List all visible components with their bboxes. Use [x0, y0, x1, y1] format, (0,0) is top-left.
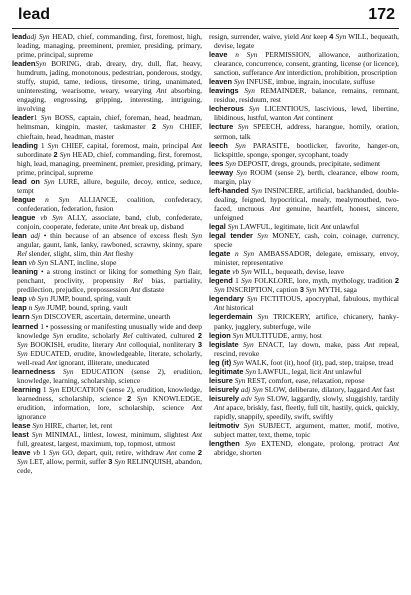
entry-text: apace, briskly, fast, fleetly, full tilt, hastily, quick, quickly, rapidly, snappily, speedily, swift, swiftly	[214, 402, 399, 421]
entry-headword: lengthen	[209, 439, 240, 449]
dictionary-entry	[209, 32, 399, 50]
entry-text: Rel	[122, 330, 133, 340]
entry-text: Ant	[116, 339, 127, 349]
entry-text: Syn	[233, 77, 245, 87]
entry-text: MINIMAL, littlest, lowest, minimum, slightest	[42, 430, 192, 440]
entry-text: Syn	[17, 339, 28, 349]
dictionary-entry	[209, 168, 399, 186]
entry-text: Syn	[237, 122, 249, 132]
entry-text: Syn	[235, 140, 246, 150]
entry-text: Syn	[47, 140, 59, 150]
entry-text: DISCOVER, ascertain, determine, unearth	[42, 312, 171, 322]
entry-text: Syn	[251, 185, 262, 195]
entry-text: unlawful	[333, 366, 362, 376]
entry-text: Syn	[48, 448, 60, 458]
entry-headword: league	[12, 212, 36, 222]
entry-text: Syn	[43, 176, 55, 186]
left-column	[12, 32, 202, 475]
entry-text: PERMISSION, allowance, authorization, clearance, concurrence, consent, granting, license (or licence), sanction, sufferance	[214, 50, 399, 78]
dictionary-entry	[12, 385, 202, 421]
entry-text: Syn	[31, 312, 43, 322]
entry-headword: lease	[12, 421, 31, 431]
entry-text: adj Syn	[26, 32, 50, 41]
entry-text: cultivated, cultured	[132, 330, 198, 340]
entry-text: KNOWLEDGE, erudition, information, lore, scholarship, science	[17, 393, 202, 412]
dictionary-entry	[209, 86, 399, 104]
entry-text: RELINQUISH, abandon, cede,	[17, 457, 202, 476]
entry-text: SUBJECT, argument, matter, motif, motive, subject matter, text, theme, topic	[214, 421, 399, 440]
entry-text: INSINCERE, artificial, backhanded, double-dealing, feigned, hypocritical, mealy, mealymouthed, two-faced, unctuous	[214, 185, 399, 213]
entry-headword: leap	[12, 294, 27, 304]
entry-text: Ant	[156, 86, 167, 96]
entry-headword: legal tender	[209, 231, 253, 241]
entry-text: DEPOSIT, dregs, grounds, precipitate, sediment	[235, 158, 381, 168]
entry-text: Ant	[191, 402, 202, 412]
entry-text: 2	[197, 330, 202, 340]
entry-text: 2	[151, 122, 157, 132]
dictionary-entry	[209, 394, 399, 421]
entry-text: Syn	[59, 149, 71, 159]
entry-headword: lead	[12, 32, 27, 41]
dictionary-entry	[12, 213, 202, 231]
entry-text: CHIEF, capital, foremost, main, principal	[58, 140, 192, 150]
entry-headword: lean	[12, 258, 27, 268]
entry-text: absorbing, engaging, engrossing, gripping, interesting, intriguing, involving	[17, 86, 202, 114]
entry-text: Syn	[243, 339, 254, 349]
dictionary-entry	[209, 231, 399, 249]
entry-text: LET, allow, permit, suffer	[27, 457, 109, 467]
entry-headword: legion	[209, 330, 231, 340]
entry-headword: lecherous	[209, 104, 244, 114]
entry-text: • thin because of an absence of excess flesh	[40, 231, 192, 241]
entry-headword: lean	[12, 231, 27, 241]
entry-text: Syn	[232, 330, 244, 340]
entry-text: erudite, scholarly	[63, 330, 123, 340]
entry-text: Ant	[371, 384, 382, 394]
entry-text: 2	[53, 149, 58, 159]
entry-text: BOOKISH, erudite, literary	[27, 339, 117, 349]
entry-text: full, greatest, largest, maximum, top, topmost, utmost	[17, 439, 176, 449]
entry-text: EDUCATION (sense 2), erudition, knowledge, learning, scholarship, science	[17, 366, 202, 385]
entry-text: Syn	[17, 457, 28, 467]
entry-text: distaste	[140, 285, 165, 295]
entry-text: 1	[232, 276, 242, 286]
entry-text: ALLY, associate, band, club, confederate, conjoin, cooperate, federate, unite	[17, 212, 202, 231]
entry-text: adj Syn	[240, 384, 263, 394]
entry-text: Syn	[214, 285, 225, 295]
entry-text: EDUCATION (sense 2), erudition, knowledge, learnedness, scholarship, science	[17, 384, 202, 403]
entry-text: break up, disband	[129, 221, 184, 231]
entry-headword: legerdemain	[209, 312, 253, 322]
entry-text: MONEY, cash, coin, coinage, currency, specie	[214, 231, 400, 250]
entry-headword: legate	[209, 249, 231, 259]
entry-text: TRICKERY, artifice, chicanery, hanky-panky, jugglery, subterfuge, wile	[214, 312, 400, 331]
entry-text: Ant	[274, 68, 286, 78]
entry-headword: leavings	[209, 86, 239, 96]
entry-text: PARASITE, bootlicker, favorite, hanger-on, lickspittle, sponge, sponger, sycophant, toady	[214, 140, 399, 159]
entry-text: Syn	[35, 59, 47, 69]
entry-headword: learnedness	[12, 366, 56, 376]
entry-headword: legitimate	[209, 366, 244, 376]
entry-text	[55, 367, 63, 376]
entry-text: Syn	[241, 276, 252, 286]
entry-text: EDUCATED, erudite, knowledgeable, literate, scholarly, well-read	[17, 348, 202, 367]
entry-text: Ant	[388, 439, 399, 449]
entry-headword: lees	[209, 158, 224, 168]
entry-text: Ant	[214, 303, 225, 313]
dictionary-entry	[12, 312, 202, 321]
entry-headword: league	[12, 194, 36, 204]
entry-text: MYTH, saga	[316, 285, 357, 295]
entry-headword: leap	[12, 303, 27, 313]
dictionary-entry	[12, 430, 202, 448]
entry-text: abridge, shorten	[214, 448, 262, 458]
entry-text: Syn	[136, 393, 148, 403]
dictionary-entry	[209, 159, 399, 168]
entry-text: Ant	[130, 285, 141, 295]
entry-text: Syn	[233, 357, 244, 367]
entry-text: LICENTIOUS, lascivious, lewd, libertine, libidinous, lustful, wanton	[214, 104, 399, 123]
dictionary-entry	[12, 195, 202, 213]
entry-text: BORING, drab, dreary, dry, dull, flat, heavy, humdrum, jading, monotonous, pedestrian, ponderous, stodgy, stuffy, stupid, tame, tedious, tiresome, tiring, unanimated, uninteresting, wearisome, weary, wearying	[17, 59, 202, 96]
dictionary-entry	[209, 331, 399, 340]
entry-text: Syn	[52, 330, 64, 340]
entry-headword: leaden	[12, 59, 36, 69]
entry-text: Syn	[248, 104, 260, 114]
entry-text: genuine, heartfelt, honest, sincere, unfeigned	[214, 203, 399, 222]
entry-text: ignorance	[17, 411, 47, 421]
entry-text: Syn	[225, 158, 236, 168]
entry-text	[35, 195, 45, 204]
entry-headword: leg (it)	[209, 357, 232, 367]
entry-text: Ant	[364, 339, 375, 349]
entry-columns	[12, 32, 399, 475]
entry-text: n Syn	[235, 249, 255, 259]
entry-text: Ant	[46, 357, 58, 367]
entry-text: REMAINDER, balance, remains, remnant, residue, residuum, rest	[214, 86, 399, 105]
entry-text: • a strong instinct or liking for something	[37, 267, 175, 277]
entry-headword: least	[12, 430, 29, 440]
entry-text: Syn	[234, 375, 246, 385]
entry-text: bias, partiality, predilection, prejudice, prepossession	[17, 276, 202, 295]
entry-text: vb Syn	[28, 258, 49, 268]
entry-text: unlawful	[330, 221, 360, 231]
entry-text: BOSS, captain, chief, foreman, head, headman, helmsman, kingpin, master, taskmaster	[17, 113, 202, 132]
entry-text: Syn	[174, 267, 186, 277]
entry-text: Syn	[246, 294, 258, 304]
entry-text: vb Syn	[28, 294, 49, 304]
entry-text: FOLKLORE, lore, myth, mythology, tradition	[251, 276, 395, 286]
entry-headword: leech	[209, 140, 228, 150]
entry-text: adj	[30, 231, 41, 241]
entry-text: 4	[329, 32, 334, 41]
entry-text: repeal, rescind, revoke	[214, 339, 399, 358]
entry-text: Syn	[257, 231, 268, 241]
entry-text: GO, depart, quit, retire, withdraw	[59, 448, 167, 458]
entry-text: Syn	[40, 113, 52, 123]
entry-headword: leave	[12, 448, 31, 458]
entry-headword: leaven	[209, 77, 233, 87]
entry-text: WILL, bequeath, devise, legate	[214, 32, 399, 51]
entry-headword: lecture	[209, 122, 234, 132]
entry-text: HIRE, charter, let, rent	[43, 421, 113, 431]
entry-headword: leave	[209, 50, 228, 60]
page-header	[12, 6, 399, 29]
entry-text: Ant	[214, 402, 225, 412]
entry-text: Syn	[62, 366, 74, 376]
entry-text: 2	[127, 393, 132, 403]
entry-text: Syn	[245, 439, 256, 449]
entry-text: EXTEND, elongate, prolong, protract	[255, 439, 389, 449]
entry-text: HEAD, chief, commanding, first, foremost, high, lead, managing, preeminent, premier, presiding, primary, prime, principal, supreme	[17, 149, 202, 177]
entry-text: n Syn	[28, 303, 45, 313]
entry-text: Syn	[114, 457, 126, 467]
entry-text: resign, surrender, waive, yield	[209, 32, 301, 41]
entry-text: Ant	[166, 448, 177, 458]
entry-text: ignorant, illiterate, uneducated	[57, 357, 150, 367]
dictionary-entry	[12, 367, 202, 385]
entry-text: Ant	[320, 221, 331, 231]
dictionary-entry	[209, 50, 399, 77]
entry-text: Syn	[245, 366, 257, 376]
dictionary-entry	[12, 294, 202, 303]
dictionary-entry	[12, 448, 202, 475]
dictionary-entry	[12, 303, 202, 312]
entry-headword: leading	[12, 140, 38, 150]
entry-text: HEAD, chief, commanding, first, foremost, high, leading, managing, preeminent, premier, presiding, primary, prime, principal, supreme	[17, 32, 203, 60]
dictionary-entry	[12, 322, 202, 367]
entry-text: n Syn	[45, 194, 70, 204]
entry-headword: learn	[12, 312, 30, 322]
entry-text: REST, comfort, ease, relaxation, repose	[245, 375, 365, 385]
dictionary-entry	[12, 421, 202, 430]
dictionary-entry	[209, 186, 399, 222]
entry-text: INFUSE, imbue, ingrain, inoculate, suffuse	[244, 77, 375, 87]
entry-text: Syn	[31, 430, 43, 440]
dictionary-entry	[12, 113, 202, 140]
dictionary-entry	[209, 340, 399, 358]
dictionary-entry	[209, 421, 399, 439]
entry-text: LAWFUL, legitimate, licit	[238, 221, 321, 231]
dictionary-entry	[209, 276, 399, 294]
entry-text: 2	[197, 448, 203, 458]
entry-text: SLANT, incline, slope	[48, 258, 117, 268]
entry-text: 1	[40, 448, 49, 458]
entry-text: Ant	[323, 366, 334, 376]
entry-text: vb Syn	[232, 267, 252, 277]
entry-text: SPEECH, address, harangue, homily, oration, sermon, talk	[214, 122, 399, 141]
dictionary-entry	[12, 258, 202, 267]
dictionary-entry	[209, 358, 399, 367]
entry-headword: leisurely	[209, 393, 239, 403]
entry-text: Ant	[119, 221, 130, 231]
entry-text: Syn	[236, 167, 247, 177]
entry-headword: learning	[12, 384, 41, 394]
entry-text: 1	[33, 113, 41, 123]
dictionary-entry	[209, 439, 399, 457]
entry-text: Syn	[227, 221, 239, 231]
entry-text: historical	[224, 303, 254, 313]
dictionary-entry	[209, 312, 399, 330]
entry-text: 1 • possessing or manifesting unusually wide and deep knowledge	[17, 321, 202, 340]
dictionary-entry	[209, 385, 399, 394]
entry-text: ENACT, lay down, make, pass	[253, 339, 365, 349]
entry-headword: leaning	[12, 267, 38, 277]
entry-text: ROOM (sense 2), berth, clearance, elbow room, margin, play	[214, 167, 399, 186]
dictionary-entry	[209, 141, 399, 159]
entry-text: WILL, bequeath, devise, leave	[251, 267, 345, 277]
entry-headword: leisure	[209, 375, 233, 385]
entry-text: fast	[381, 384, 395, 394]
entry-text: Syn	[17, 348, 28, 358]
entry-text: come	[176, 448, 198, 458]
dictionary-entry	[209, 222, 399, 231]
entry-text: SLOW, deliberate, dilatory, laggard	[262, 384, 372, 394]
entry-headword: legate	[209, 267, 231, 277]
entry-headword: leitmotiv	[209, 421, 240, 431]
running-headword: lead	[18, 6, 51, 23]
entry-text: colloquial, nonliterary	[126, 339, 198, 349]
entry-text: Ant	[103, 249, 114, 259]
entry-text: vb Syn	[40, 212, 63, 222]
dictionary-entry	[12, 32, 202, 59]
entry-text: Syn	[243, 421, 255, 431]
entry-headword: left-handed	[209, 185, 249, 195]
entry-headword: legendary	[209, 294, 244, 304]
dictionary-entry	[12, 59, 202, 113]
entry-text: INSCRIPTION, caption	[224, 285, 300, 295]
entry-text: keep	[311, 32, 330, 41]
entry-text: 3	[197, 339, 203, 349]
entry-text: Syn	[32, 421, 44, 431]
right-column	[209, 32, 399, 475]
dictionary-entry	[209, 294, 399, 312]
dictionary-entry	[12, 231, 202, 258]
entry-text: LAWFUL, legal, licit	[256, 366, 324, 376]
entry-text: Ant	[270, 203, 281, 213]
entry-text: Syn	[257, 312, 269, 322]
entry-text: Ant	[191, 430, 202, 440]
entry-text: SLOW, laggardly, slowly, sluggishly, tardily	[264, 393, 399, 403]
entry-text: Syn	[305, 285, 317, 295]
entry-headword: lead on	[12, 176, 40, 186]
page-number: 172	[368, 6, 395, 23]
dictionary-entry	[12, 267, 202, 294]
entry-text: 1	[37, 140, 48, 150]
entry-text: n Syn	[235, 50, 258, 60]
entry-text: Syn	[335, 32, 347, 41]
entry-headword: leader	[12, 113, 34, 123]
entry-text: Ant	[293, 113, 304, 123]
dictionary-entry	[209, 367, 399, 376]
dictionary-entry	[12, 177, 202, 195]
dictionary-entry	[209, 376, 399, 385]
entry-text: 3	[299, 285, 304, 295]
entry-text: FICTITIOUS, apocryphal, fabulous, mythical	[257, 294, 399, 304]
entry-text: AMBASSADOR, delegate, emissary, envoy, minister, representative	[214, 249, 399, 268]
entry-text: Syn	[48, 384, 60, 394]
entry-headword: legislate	[209, 339, 239, 349]
entry-text: subordinate	[17, 149, 54, 159]
entry-text: ALLIANCE, coalition, confederacy, confederation, federation, fusion	[17, 194, 202, 213]
entry-text: Rel	[132, 276, 143, 286]
entry-text: adv Syn	[241, 393, 265, 403]
entry-text: JUMP, bound, spring, vault	[44, 303, 128, 313]
entry-text: CHIEF, chieftain, head, headman, master	[17, 122, 202, 141]
entry-text: Syn	[244, 86, 255, 96]
entry-text: continent	[303, 113, 334, 123]
entry-text: LURE, allure, beguile, decoy, entice, seduce, tempt	[17, 176, 202, 195]
entry-headword: legend	[209, 276, 233, 286]
entry-text: Ant	[191, 140, 203, 150]
entry-text: vb	[33, 448, 41, 458]
entry-text: fleshy	[113, 249, 134, 259]
entry-text: interdiction, prohibition, proscription	[285, 68, 397, 78]
entry-text: 1	[40, 384, 49, 394]
entry-text: Syn	[191, 231, 203, 241]
entry-text: flair, penchant, proclivity, propensity	[17, 267, 202, 286]
entry-text: Syn	[162, 122, 174, 132]
entry-text: 3	[108, 457, 113, 467]
dictionary-entry	[209, 267, 399, 276]
dictionary-entry	[209, 77, 399, 86]
entry-headword: leisurely	[209, 384, 239, 394]
entry-headword: leeway	[209, 167, 234, 177]
dictionary-entry	[12, 141, 202, 177]
entry-text: 2	[394, 276, 400, 286]
entry-headword: learned	[12, 321, 39, 331]
dictionary-entry	[209, 249, 399, 267]
entry-text: MULTITUDE, army, host	[243, 330, 322, 340]
entry-text: WALK, foot (it), hoof (it), pad, step, traipse, tread	[243, 357, 394, 367]
entry-headword: legal	[209, 221, 226, 231]
entry-text: slender, slight, slim, thin	[26, 249, 104, 259]
dictionary-entry	[209, 122, 399, 140]
dictionary-entry	[209, 104, 399, 122]
entry-text: angular, gaunt, lank, lanky, rawboned, scrawny, skinny, spare	[17, 240, 202, 250]
entry-text: Rel	[17, 249, 27, 259]
entry-text: Ant	[300, 32, 312, 41]
entry-text: JUMP, bound, spring, vault	[48, 294, 131, 304]
